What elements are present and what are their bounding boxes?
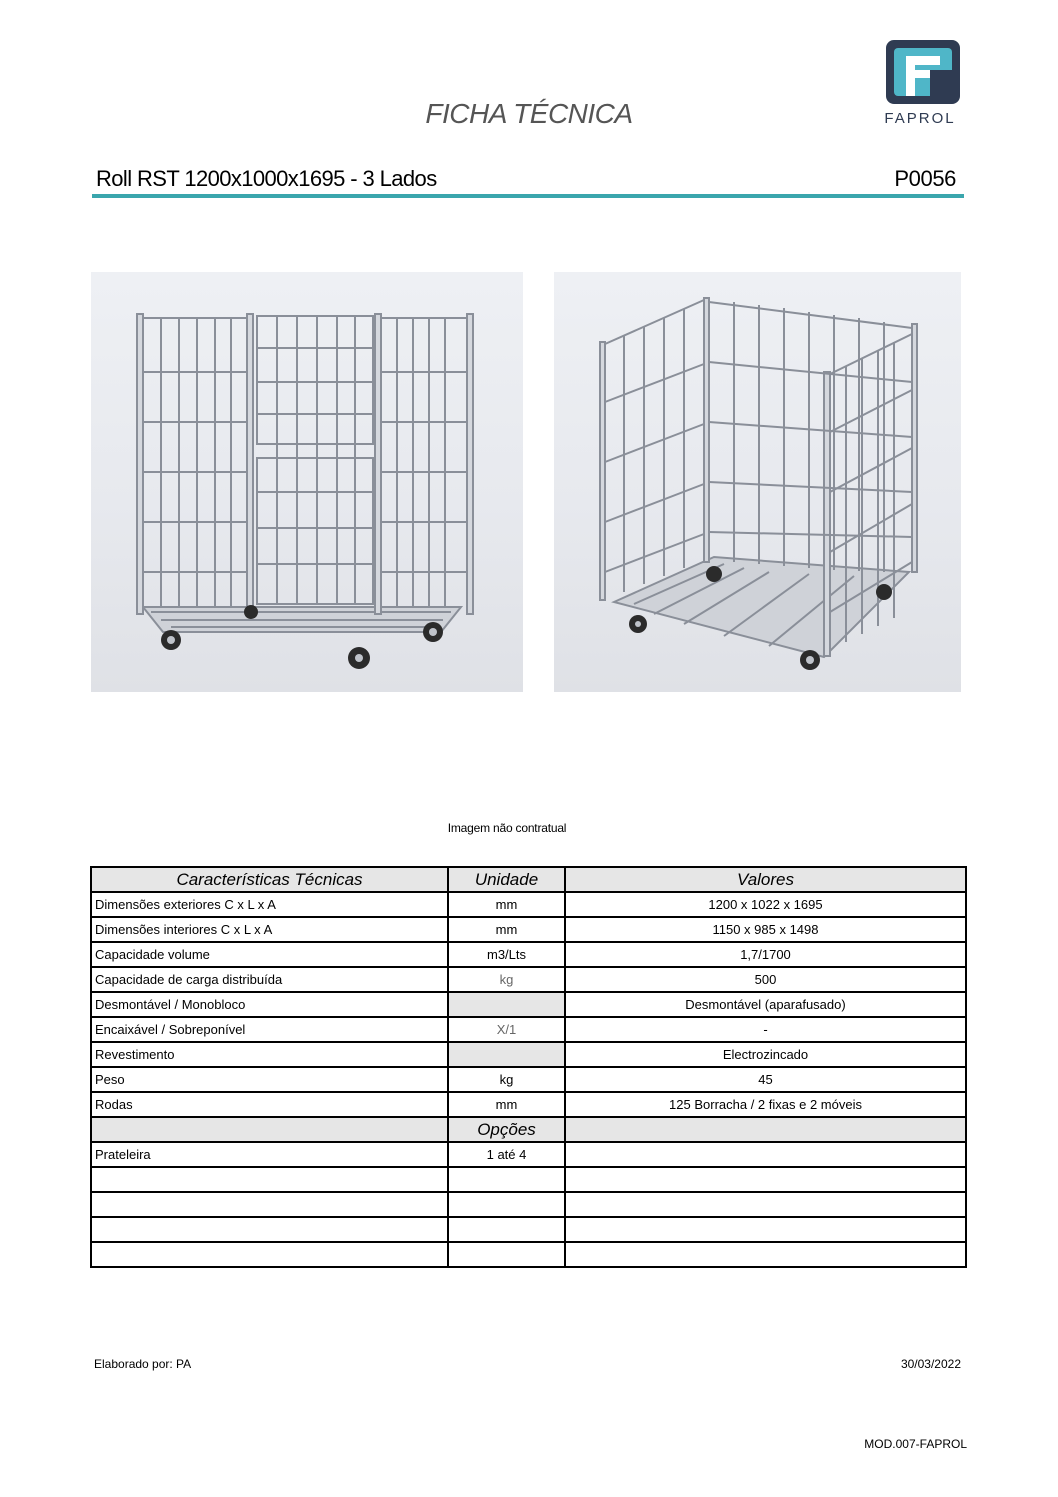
option-label: [91, 1167, 448, 1192]
product-image-front: [91, 272, 523, 692]
option-unit: [448, 1167, 565, 1192]
spec-unit: X/1: [448, 1017, 565, 1042]
spec-value: 45: [565, 1067, 966, 1092]
table-row: [91, 1217, 966, 1242]
spec-unit: mm: [448, 917, 565, 942]
spec-label: Desmontável / Monobloco: [91, 992, 448, 1017]
table-row: [91, 967, 966, 992]
product-name: Roll RST 1200x1000x1695 - 3 Lados: [96, 166, 437, 191]
spec-label: Revestimento: [91, 1042, 448, 1067]
spec-unit: [448, 992, 565, 1017]
column-header-characteristics: Características Técnicas: [91, 867, 448, 892]
option-label: [91, 1192, 448, 1217]
spec-unit: mm: [448, 1092, 565, 1117]
spec-label: Encaixável / Sobreponível: [91, 1017, 448, 1042]
spec-unit: [448, 1042, 565, 1067]
logo-wordmark: FAPROL: [884, 110, 956, 127]
roll-cage-angled-illustration: [554, 272, 961, 692]
spec-value: 125 Borracha / 2 fixas e 2 móveis: [565, 1092, 966, 1117]
spec-value: 500: [565, 967, 966, 992]
option-unit: [448, 1242, 565, 1267]
spec-value: Desmontável (aparafusado): [565, 992, 966, 1017]
options-header: Opções: [448, 1117, 565, 1142]
table-row: [91, 1142, 966, 1167]
table-row: [91, 892, 966, 917]
options-header-blank: [91, 1117, 448, 1142]
spec-unit: mm: [448, 892, 565, 917]
table-header-row: [91, 867, 966, 892]
table-row: [91, 1017, 966, 1042]
table-row: [91, 1042, 966, 1067]
table-row: [91, 1092, 966, 1117]
option-label: [91, 1217, 448, 1242]
option-value: [565, 1217, 966, 1242]
column-header-unit: Unidade: [448, 867, 565, 892]
spec-label: Capacidade volume: [91, 942, 448, 967]
table-row: [91, 942, 966, 967]
option-label: Prateleira: [91, 1142, 448, 1167]
table-row: [91, 1242, 966, 1267]
option-label: [91, 1242, 448, 1267]
option-value: [565, 1192, 966, 1217]
option-unit: [448, 1217, 565, 1242]
spec-label: Capacidade de carga distribuída: [91, 967, 448, 992]
product-image-angled: [554, 272, 961, 692]
option-value: [565, 1167, 966, 1192]
image-disclaimer: Imagem não contratual: [447, 821, 567, 835]
options-header-blank: [565, 1117, 966, 1142]
spec-value: Electrozincado: [565, 1042, 966, 1067]
table-row: [91, 992, 966, 1017]
option-unit: [448, 1192, 565, 1217]
spec-label: Dimensões exteriores C x L x A: [91, 892, 448, 917]
spec-unit: kg: [448, 1067, 565, 1092]
spec-value: 1,7/1700: [565, 942, 966, 967]
spec-unit: m3/Lts: [448, 942, 565, 967]
options-header-row: [91, 1117, 966, 1142]
spec-value: 1200 x 1022 x 1695: [565, 892, 966, 917]
column-header-values: Valores: [565, 867, 966, 892]
spec-label: Dimensões interiores C x L x A: [91, 917, 448, 942]
spec-label: Peso: [91, 1067, 448, 1092]
heading-underline: [92, 194, 964, 198]
option-value: [565, 1142, 966, 1167]
roll-cage-front-illustration: [91, 272, 523, 692]
spec-value: 1150 x 985 x 1498: [565, 917, 966, 942]
document-date: 30/03/2022: [900, 1357, 961, 1371]
technical-specs-table: [90, 866, 967, 1268]
table-row: [91, 1167, 966, 1192]
spec-value: -: [565, 1017, 966, 1042]
table-row: [91, 1067, 966, 1092]
table-row: [91, 917, 966, 942]
spec-unit: kg: [448, 967, 565, 992]
product-heading: [92, 164, 964, 194]
document-title: FICHA TÉCNICA: [425, 98, 633, 129]
form-code: MOD.007-FAPROL: [864, 1437, 967, 1451]
table-row: [91, 1192, 966, 1217]
option-value: [565, 1242, 966, 1267]
prepared-by: Elaborado por: PA: [94, 1357, 192, 1371]
spec-label: Rodas: [91, 1092, 448, 1117]
option-unit: 1 até 4: [448, 1142, 565, 1167]
product-code: P0056: [894, 166, 956, 191]
